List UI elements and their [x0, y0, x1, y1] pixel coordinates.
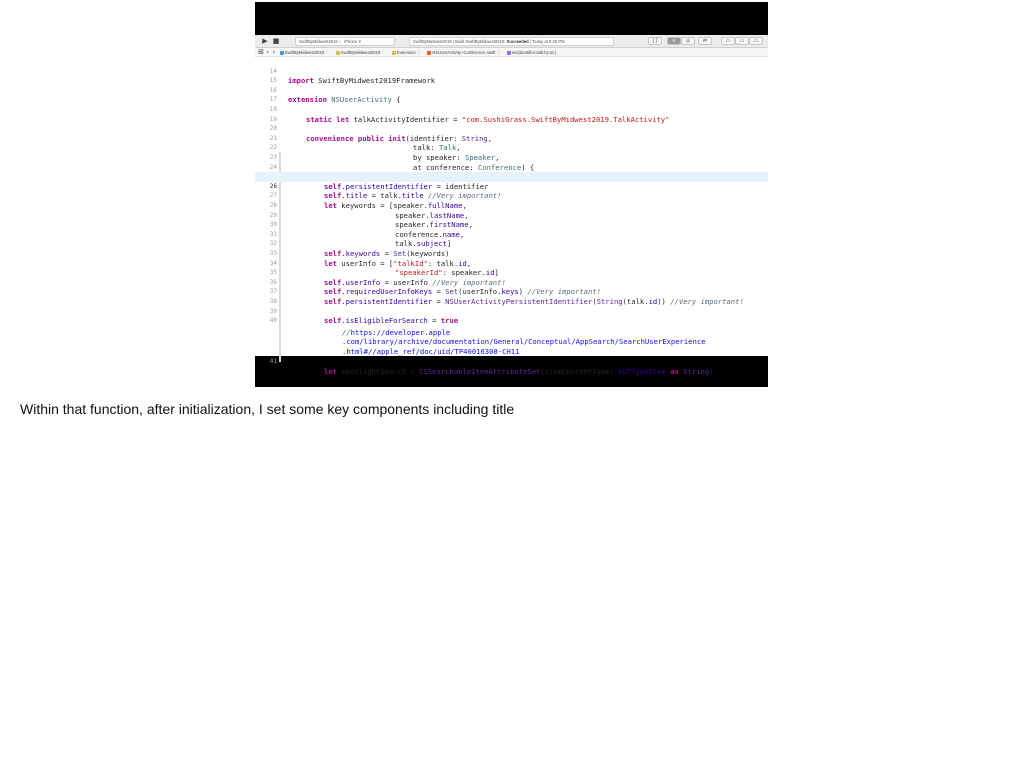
swift-file-icon: [427, 51, 431, 55]
jumpbar-item-group[interactable]: SwiftByMidwest2019: [334, 49, 381, 57]
code-line: self.persistentIdentifier = identifier: [324, 181, 489, 191]
code-line: 38: [269, 297, 277, 305]
code-line: //https://developer.apple: [342, 327, 451, 337]
code-line-wrapped: [255, 337, 768, 356]
code-line: 22 by speaker: Speaker,: [269, 144, 500, 162]
code-line: 37 self.persistentIdentifier = NSUserActivityPersistentIdentifier(String(talk.id)) //Very important!: [269, 288, 744, 306]
slide-screenshot: [255, 2, 768, 387]
jumpbar-item-folder[interactable]: Extension: [390, 49, 416, 57]
inspector-toggle-icon[interactable]: ▭: [749, 37, 763, 45]
debug-toggle-icon[interactable]: ▭: [735, 37, 749, 45]
back-icon[interactable]: ‹: [266, 48, 270, 56]
code-line: 31 talk.subject]: [269, 230, 452, 249]
code-line: 41 let spotlightSearch = CSSearchableItemAttributeSet(itemContentType: kUTTypeItem as String): [269, 357, 714, 376]
code-line: 19: [269, 115, 277, 123]
code-line: 34 "speakerId": speaker.id]: [269, 259, 499, 278]
status-result: Succeeded: [506, 39, 529, 44]
jumpbar-item-symbol[interactable]: init(identifier:talk:by:at:): [505, 49, 556, 57]
xcode-window: [255, 35, 768, 376]
code-line: 20 convenience public init(identifier: String,: [269, 125, 493, 143]
standard-editor-icon[interactable]: ≡: [667, 37, 681, 45]
code-line: 36 self.requiredUserInfoKeys = Set(userInfo.keys) //Very important!: [269, 278, 601, 297]
status-build: Build SwiftByMidwest2019:: [455, 39, 506, 44]
code-line: 40: [269, 317, 277, 325]
code-line: 15: [269, 77, 277, 85]
version-editor-icon[interactable]: ⇄: [698, 37, 712, 45]
folder-icon: [392, 51, 396, 55]
code-line: 30 conference.name,: [269, 221, 465, 239]
library-icon[interactable]: [ ]: [648, 37, 662, 45]
code-line-wrapped: [255, 328, 768, 347]
project-icon: [280, 51, 284, 55]
code-line: 27 let keywords = [speaker.fullName,: [269, 192, 467, 210]
documentation-link[interactable]: https://developer.apple: [350, 327, 451, 337]
code-line: 39 self.isEligibleForSearch = true: [269, 307, 459, 326]
scheme-target: SwiftByMidwest2019: [299, 39, 338, 44]
xcode-toolbar: [255, 35, 768, 48]
code-line: 23 at conference: Conference) {: [269, 153, 535, 172]
status-time: Today at 8:28 PM: [532, 39, 565, 44]
jump-bar: ⊞ ‹ › SwiftByMidwest2019 〉 SwiftByMidwest2019 〉 Extension 〉 NSUserActivity+Conference.swift 〉 init(identifier:talk:by:at:): [255, 48, 768, 57]
code-line: 24: [269, 163, 277, 171]
folder-icon: [336, 51, 340, 55]
code-line: 32 self.keywords = Set(keywords): [269, 240, 450, 258]
jumpbar-item-project[interactable]: SwiftByMidwest2019: [278, 49, 325, 57]
code-line: 17: [269, 96, 277, 104]
stop-icon[interactable]: ■: [272, 37, 280, 45]
code-line: 18 static let talkActivityIdentifier = "com.SushiGrass.SwiftByMidwest2019.TalkActivity": [269, 105, 670, 124]
source-editor[interactable]: [255, 57, 768, 376]
forward-icon[interactable]: ›: [272, 48, 276, 56]
status-project: SwiftByMidwest2019: [413, 39, 452, 44]
documentation-link[interactable]: .com/library/archive/documentation/General/Conceptual/AppSearch/SearchUserExperience: [342, 337, 706, 347]
assistant-editor-icon[interactable]: ◎: [681, 37, 695, 45]
slide-caption: Within that function, after initialization, I set some key components including title: [20, 401, 515, 417]
code-line: 14 import SwiftByMidwest2019Framework: [269, 67, 436, 86]
scheme-selector[interactable]: SwiftByMidwest2019 〉 iPhone X: [295, 37, 395, 46]
code-line: 35 self.userInfo = userInfo //Very important!: [269, 269, 506, 287]
method-icon: [507, 51, 511, 55]
code-line: 28 speaker.lastName,: [269, 201, 469, 220]
code-line: 21 talk: Talk,: [269, 134, 461, 153]
documentation-link[interactable]: .html#//apple_ref/doc/uid/TP40016308-CH11: [342, 346, 520, 356]
highlighted-current-line: 26 self.title = talk.title //Very important!: [255, 172, 768, 182]
related-items-icon[interactable]: ⊞: [258, 48, 264, 56]
scheme-device: iPhone X: [344, 39, 362, 44]
run-icon[interactable]: ▶: [262, 37, 268, 45]
navigator-toggle-icon[interactable]: ▭: [721, 37, 735, 45]
code-line: 16 extension NSUserActivity {: [269, 86, 401, 105]
code-line: 29 speaker.firstName,: [269, 211, 473, 230]
jumpbar-item-file[interactable]: NSUserActivity+Conference.swift: [425, 49, 495, 57]
activity-status: SwiftByMidwest2019 | Build SwiftByMidwest2019: Succeeded | Today at 8:28 PM: [409, 37, 614, 46]
code-line: 33 let userInfo = ["talkId": talk.id,: [269, 249, 472, 268]
